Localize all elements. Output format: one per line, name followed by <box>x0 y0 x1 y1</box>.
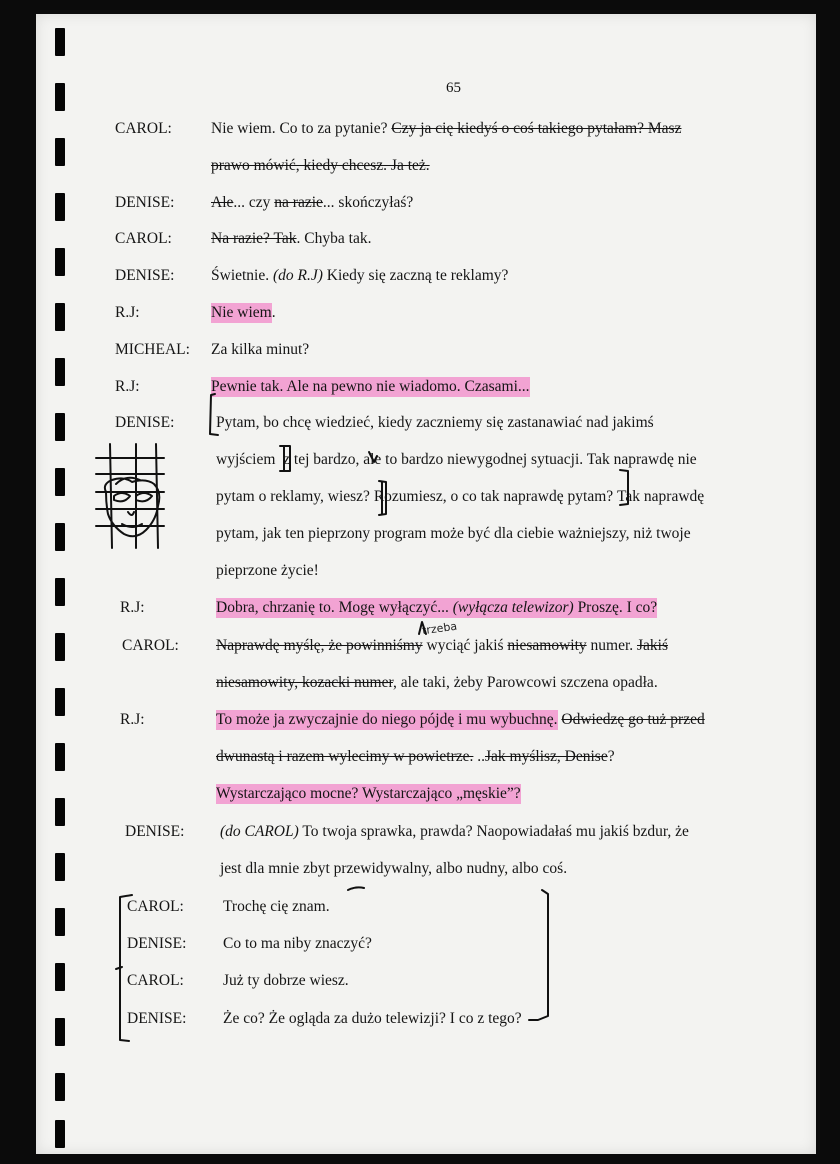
dialogue-text: wyciąć jakiś <box>422 637 508 654</box>
speaker-label: R.J: <box>115 378 140 395</box>
speaker-label: DENISE: <box>127 1010 187 1027</box>
speaker-label: R.J: <box>120 711 145 728</box>
speaker-label: R.J: <box>115 304 140 321</box>
ink-bracket <box>379 481 386 515</box>
struck-text: Naprawdę myślę, że powinniśmy <box>216 637 423 654</box>
stage-direction: (do R.J) <box>273 267 323 284</box>
dialogue-text: ... czy <box>233 194 275 211</box>
stage-direction: (wyłącza telewizor) <box>452 599 574 616</box>
ink-bracket <box>280 446 290 471</box>
speaker-label: CAROL: <box>115 230 172 247</box>
highlighted-text: Wystarczająco mocne? Wystarczająco „męskie”? <box>216 785 521 802</box>
dialogue-text: Kiedy się zaczną te reklamy? <box>322 267 509 284</box>
handwritten-note: trzeba <box>421 619 458 638</box>
page-number: 65 <box>446 80 461 96</box>
dialogue-text: Co to ma niby znaczyć? <box>223 935 372 952</box>
dialogue-text: Dobra, chrzanię to. Mogę wyłączyć... <box>216 599 453 616</box>
dialogue-text: jest dla mnie zbyt przewidywalny, albo nudny, albo coś. <box>220 860 568 877</box>
dialogue-text: Już ty dobrze wiesz. <box>223 972 349 989</box>
dialogue-text: pytam, jak ten pieprzony program może być dla ciebie ważniejszy, niż twoje <box>216 525 691 542</box>
dialogue-text: wyjściem <box>216 451 276 468</box>
dialogue-text: pieprzone życie! <box>216 562 319 579</box>
script-page <box>36 14 816 1154</box>
ink-bracket <box>210 394 218 435</box>
speaker-label: CAROL: <box>127 972 184 989</box>
struck-text: niesamowity, kozacki numer <box>216 674 394 691</box>
dialogue-text: . Chyba tak. <box>296 230 372 247</box>
struck-text: Ale <box>211 194 234 211</box>
ink-bracket <box>529 890 548 1020</box>
speaker-label: DENISE: <box>125 823 185 840</box>
dialogue-text: ? <box>607 748 615 765</box>
struck-text: niesamowity <box>507 637 587 654</box>
dialogue-text: .. <box>473 748 486 765</box>
dialogue-text: Rozumiesz, o co tak naprawdę pytam? <box>373 488 614 505</box>
ink-caret <box>419 622 426 634</box>
dialogue-text: z tej bardzo, ale to bardzo niewygodnej sytuacji. Tak naprawdę nie <box>283 451 697 468</box>
face-doodle <box>105 478 159 537</box>
speaker-label: CAROL: <box>122 637 179 654</box>
dialogue-text: Za kilka minut? <box>211 341 310 358</box>
struck-text: Czy ja cię kiedyś o coś takiego pytałam? Masz <box>391 120 682 137</box>
dialogue-text: Świetnie. <box>211 267 273 284</box>
highlighted-text: To może ja zwyczajnie do niego pójdę i mu wybuchnę. <box>216 711 558 728</box>
ink-annotations <box>36 14 816 1154</box>
struck-text: Jak myślisz, Denise <box>485 748 608 765</box>
dialogue-text: Nie wiem. Co to za pytanie? <box>211 120 392 137</box>
highlighted-text: Pewnie tak. Ale na pewno nie wiadomo. Czasami... <box>211 378 530 395</box>
dialogue-text: numer. <box>586 637 638 654</box>
stage-direction: (do CAROL) <box>220 823 299 840</box>
speaker-label: DENISE: <box>115 194 175 211</box>
struck-text: Na razie? Tak <box>211 230 297 247</box>
dialogue-text: Pytam, bo chcę wiedzieć, kiedy zaczniemy się zastanawiać nad jakimś <box>216 414 654 431</box>
struck-text: Jakiś <box>637 637 669 654</box>
ink-mark <box>369 452 377 462</box>
ink-mark <box>348 887 364 890</box>
dialogue-text: ... skończyłaś? <box>322 194 414 211</box>
speaker-label: R.J: <box>120 599 145 616</box>
dialogue-text: pytam o reklamy, wiesz? <box>216 488 370 505</box>
dialogue-text: Że co? Że ogląda za dużo telewizji? I co z tego? <box>223 1010 522 1027</box>
dialogue-text: . <box>271 304 276 321</box>
dialogue-text: Tak naprawdę <box>617 488 705 505</box>
dialogue-text: Proszę. I co? <box>573 599 658 616</box>
speaker-label: CAROL: <box>115 120 172 137</box>
struck-text: prawo mówić, kiedy chcesz. Ja też. <box>211 157 430 174</box>
dialogue-text: , ale taki, żeby Parowcowi szczena opadła. <box>393 674 658 691</box>
struck-text: dwunastą i razem wylecimy w powietrze. <box>216 748 474 765</box>
dialogue-text: To twoja sprawka, prawda? Naopowiadałaś mu jakiś bzdur, że <box>298 823 689 840</box>
dialogue-text: Trochę cię znam. <box>223 898 330 915</box>
struck-text: Odwiedzę go tuż przed <box>561 711 705 728</box>
ink-bracket <box>620 470 628 505</box>
highlighted-text: Nie wiem <box>211 304 272 321</box>
speaker-label: DENISE: <box>115 267 175 284</box>
speaker-label: CAROL: <box>127 898 184 915</box>
speaker-label: DENISE: <box>127 935 187 952</box>
ink-bracket <box>116 967 122 969</box>
speaker-label: MICHEAL: <box>115 341 190 358</box>
struck-text: na razie <box>274 194 323 211</box>
speaker-label: DENISE: <box>115 414 175 431</box>
